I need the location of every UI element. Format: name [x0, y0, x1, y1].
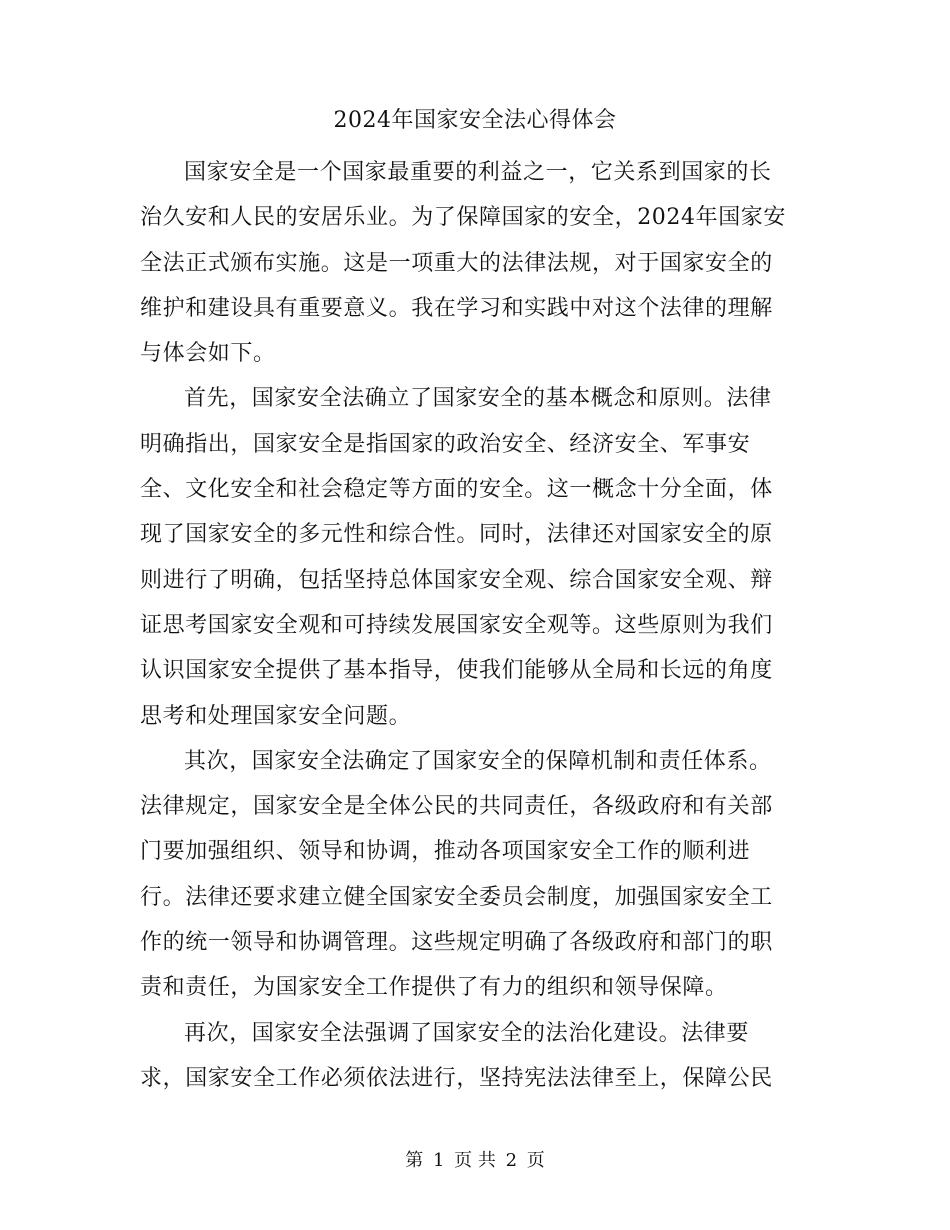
- paragraph-line: 证思考国家安全观和可持续发展国家安全观等。这些原则为我们: [140, 612, 773, 638]
- paragraph-line: 法律规定，国家安全是全体公民的共同责任，各级政府和有关部: [140, 794, 773, 820]
- paragraph-line: 再次，国家安全法强调了国家安全的法治化建设。法律要: [184, 1020, 750, 1046]
- page-label-prefix: 第: [405, 1150, 424, 1171]
- paragraph-line: 门要加强组织、领导和协调，推动各项国家安全工作的顺利进: [140, 839, 751, 865]
- paragraph-line: 作的统一领导和协调管理。这些规定明确了各级政府和部门的职: [140, 930, 773, 956]
- paragraph-line: 与体会如下。: [140, 341, 276, 367]
- paragraph-line: 全法正式颁布实施。这是一项重大的法律法规，对于国家安全的: [140, 250, 773, 276]
- page-label-suffix: 页: [526, 1150, 545, 1171]
- paragraph-line: 维护和建设具有重要意义。我在学习和实践中对这个法律的理解: [140, 295, 773, 321]
- paragraph-line: 首先，国家安全法确立了国家安全的基本概念和原则。法律: [184, 386, 772, 412]
- paragraph-line: 现了国家安全的多元性和综合性。同时，法律还对国家安全的原: [140, 522, 773, 548]
- current-page-number: 1: [432, 1150, 445, 1171]
- document-body: [140, 150, 800, 1101]
- paragraph-line: 思考和处理国家安全问题。: [140, 703, 412, 729]
- total-pages-number: 2: [505, 1150, 518, 1171]
- paragraph-line: 其次，国家安全法确定了国家安全的保障机制和责任体系。: [184, 748, 772, 774]
- paragraph-line: 全、文化安全和社会稳定等方面的安全。这一概念十分全面，体: [140, 477, 773, 503]
- paragraph-2: [140, 376, 800, 738]
- document-title: 2024年国家安全法心得体会: [333, 108, 617, 133]
- paragraph-line: 求，国家安全工作必须依法进行，坚持宪法法律至上，保障公民: [140, 1065, 773, 1091]
- paragraph-4: [140, 1011, 800, 1102]
- paragraph-line: 行。法律还要求建立健全国家安全委员会制度，加强国家安全工: [140, 884, 773, 910]
- page-footer: [0, 1148, 950, 1174]
- paragraph-line: 则进行了明确，包括坚持总体国家安全观、综合国家安全观、辩: [140, 567, 773, 593]
- paragraph-line: 国家安全是一个国家最重要的利益之一，它关系到国家的长: [184, 160, 772, 185]
- paragraph-3: [140, 739, 800, 1011]
- paragraph-line: 治久安和人民的安居乐业。为了保障国家的安全，2024年国家安: [140, 205, 786, 231]
- paragraph-line: 明确指出，国家安全是指国家的政治安全、经济安全、军事安: [140, 431, 751, 457]
- paragraph-line: 认识国家安全提供了基本指导，使我们能够从全局和长远的角度: [140, 658, 773, 684]
- paragraph-line: 责和责任，为国家安全工作提供了有力的组织和领导保障。: [140, 975, 728, 1001]
- page-label-mid: 页 共: [454, 1150, 496, 1171]
- paragraph-1: [140, 150, 800, 376]
